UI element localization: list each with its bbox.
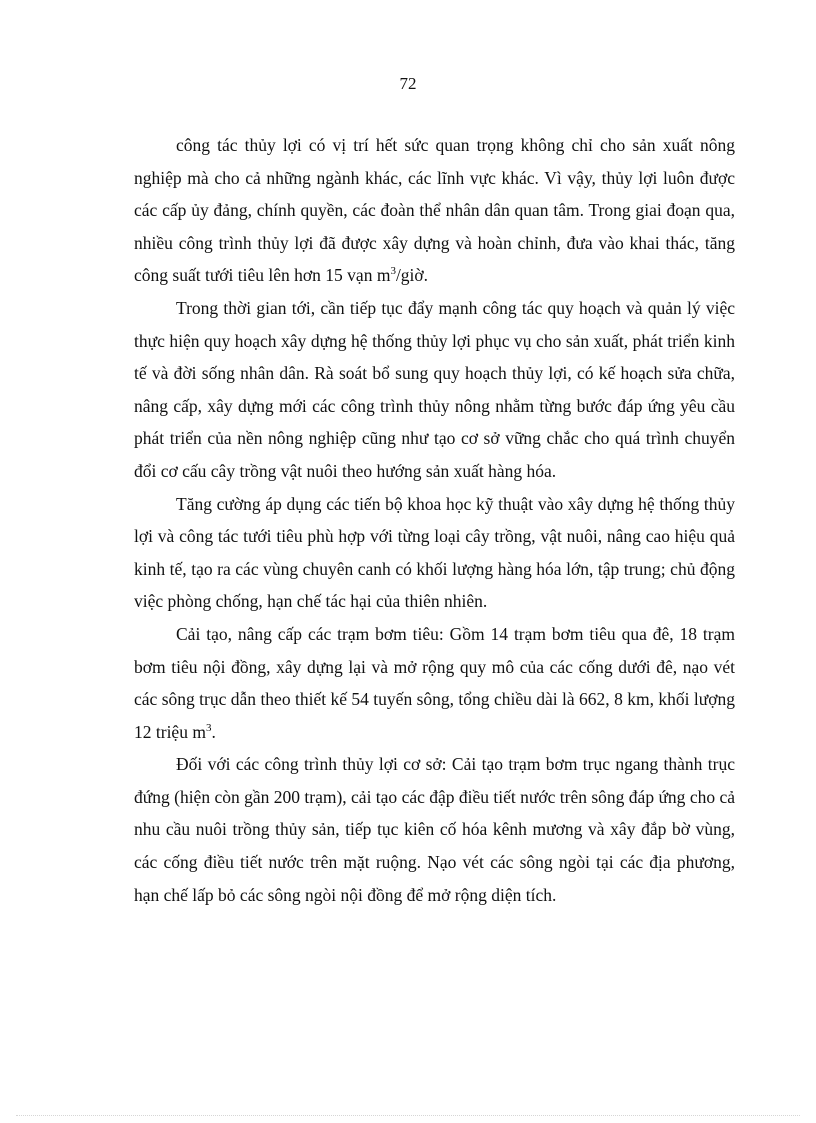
paragraph-technology: Tăng cường áp dụng các tiến bộ khoa học kỹ thuật vào xây dựng hệ thống thủy lợi và công tác tưới tiêu phù hợp với từng loại cây trồng, vật nuôi, nâng cao hiệu quả kinh tế, tạo ra các vùng chuyên canh có khối lượng hàng hóa lớn, tập trung; chủ động việc phòng chống, hạn chế tác hại của thiên nhiên. xyxy=(134,493,735,612)
page-bottom-divider xyxy=(16,1115,800,1116)
document-body xyxy=(134,129,735,911)
superscript: 3 xyxy=(205,721,212,734)
paragraph-text: . xyxy=(211,721,216,742)
paragraph-text: Cải tạo, nâng cấp các trạm bơm tiêu: Gồm 14 trạm bơm tiêu qua đê, 18 trạm bơm tiêu nội đồng, xây dựng lại và mở rộng quy mô của các cống dưới đê, nạo vét các sông trục dẫn theo thiết kế 54 tuyến sông, tổng chiều dài là 662, 8 km, khối lượng 12 triệu m xyxy=(134,623,735,742)
paragraph-irrigation-role xyxy=(134,129,735,292)
paragraph-text: /giờ. xyxy=(395,265,429,286)
page-number: 72 xyxy=(399,74,417,93)
paragraph-text: công tác thủy lợi có vị trí hết sức quan trọng không chỉ cho sản xuất nông nghiệp mà cho cả những ngành khác, các lĩnh vực khác. Vì vậy, thủy lợi luôn được các cấp ủy đảng, chính quyền, các đoàn thể nhân dân quan tâm. Trong giai đoạn qua, nhiều công trình thủy lợi đã được xây dựng và hoàn chỉnh, đưa vào khai thác, tăng công suất tưới tiêu lên hơn 15 vạn m xyxy=(134,135,735,286)
paragraph-local-works: Đối với các công trình thủy lợi cơ sở: Cải tạo trạm bơm trục ngang thành trục đứng (hiện còn gần 200 trạm), cải tạo các đập điều tiết nước trên sông đáp ứng cho cả nhu cầu nuôi trồng thủy sản, tiếp tục kiên cố hóa kênh mương và xây đắp bờ vùng, các cống điều tiết nước trên mặt ruộng. Nạo vét các sông ngòi tại các địa phương, hạn chế lấp bỏ các sông ngòi nội đồng để mở rộng diện tích. xyxy=(134,754,735,905)
superscript: 3 xyxy=(390,265,396,278)
paragraph-planning: Trong thời gian tới, cần tiếp tục đẩy mạnh công tác quy hoạch và quản lý việc thực hiện quy hoạch xây dựng hệ thống thủy lợi phục vụ cho sản xuất, phát triển kinh tế và đời sống nhân dân. Rà soát bổ sung quy hoạch thủy lợi, có kế hoạch sửa chữa, nâng cấp, xây dựng mới các công trình thủy nông nhằm từng bước đáp ứng yêu cầu phát triển của nền nông nghiệp cũng như tạo cơ sở vững chắc cho quá trình chuyển đổi cơ cấu cây trồng vật nuôi theo hướng sản xuất hàng hóa. xyxy=(134,297,735,481)
paragraph-pump-stations xyxy=(134,618,735,748)
